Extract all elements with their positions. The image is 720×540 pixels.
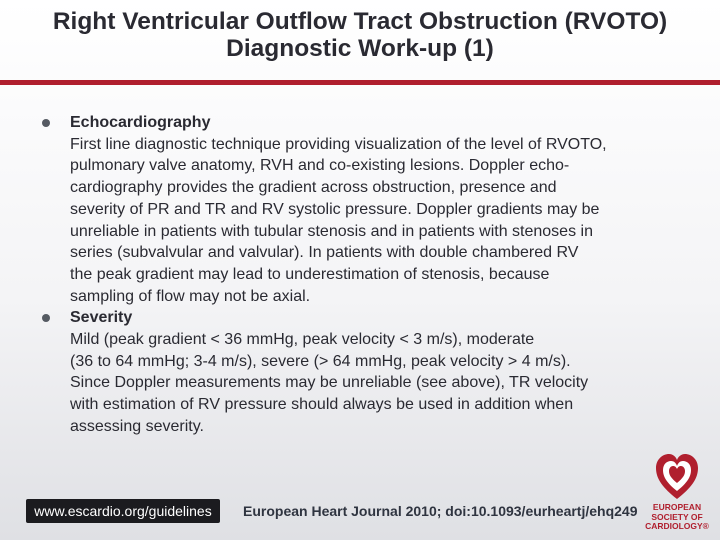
bullet-line: severity of PR and TR and RV systolic pressure. Doppler gradients may be [70,200,600,218]
title-line-1: Right Ventricular Outflow Tract Obstruction (RVOTO) [52,8,668,35]
bullet-line: series (subvalvular and valvular). In patients with double chambered RV [70,244,579,262]
title-line-2: Diagnostic Work-up (1) [226,35,494,62]
bullet-line: pulmonary valve anatomy, RVH and co-existing lesions. Doppler echo- [70,157,570,175]
slide-content [40,112,690,438]
journal-reference: European Heart Journal 2010; doi:10.1093/eurheartj/ehq249 [243,503,638,519]
guidelines-link[interactable]: www.escardio.org/guidelines [26,499,220,523]
bullet-line: with estimation of RV pressure should always be used in addition when [70,396,574,414]
bullet-line: First line diagnostic technique providing visualization of the level of RVOTO, [70,135,607,153]
bullet-line: Since Doppler measurements may be unreliable (see above), TR velocity [70,374,589,392]
bullet-line: (36 to 64 mmHg; 3-4 m/s), severe (> 64 mmHg, peak velocity > 4 m/s). [70,352,571,370]
bullet-line: the peak gradient may lead to underestimation of stenosis, because [70,265,550,283]
logo-line: CARDIOLOGY® [645,521,709,531]
logo-line: SOCIETY OF [651,511,703,522]
bullet-line: assessing severity. [70,417,204,435]
slide-title [0,8,720,62]
esc-logo [638,452,716,536]
bullet-line: unreliable in patients with tubular stenosis and in patients with stenoses in [70,222,593,240]
logo-text [638,503,716,532]
logo-line: EUROPEAN [652,502,702,512]
heart-logo-icon [655,452,699,502]
bullet-heading: Echocardiography [70,114,211,131]
bullet-heading: Severity [70,309,133,327]
bullet-dot-icon [42,119,50,127]
bullet-dot-icon [42,314,50,322]
bullet-line: sampling of flow may not be axial. [70,287,311,305]
bullet-line: Mild (peak gradient < 36 mmHg, peak velocity < 3 m/s), moderate [70,331,535,349]
bullet-severity [40,307,690,437]
title-divider [0,80,720,85]
bullet-line: cardiography provides the gradient across obstruction, presence and [70,179,557,197]
bullet-echocardiography [40,112,690,307]
